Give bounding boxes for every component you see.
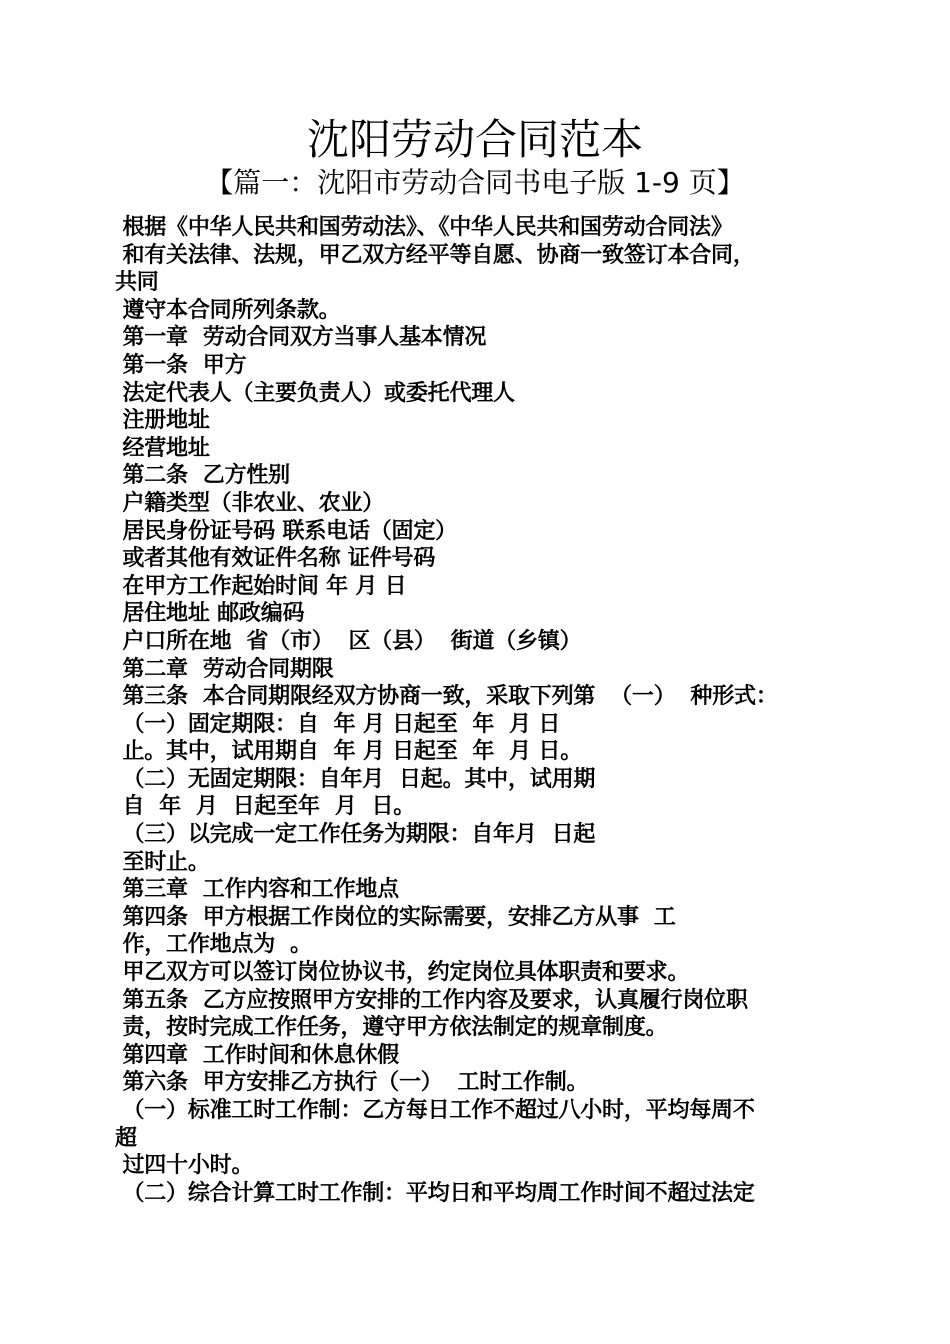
contract-body bbox=[115, 214, 835, 1207]
text-line: 过四十小时。 bbox=[115, 1153, 254, 1179]
document-subtitle: 【篇一：沈阳市劳动合同书电子版 1-9 页】 bbox=[205, 166, 745, 199]
text-line: 第四条 甲方根据工作岗位的实际需要，安排乙方从事 工 bbox=[115, 904, 676, 930]
text-line: 止。其中，试用期自 年 月 日起至 年 月 日。 bbox=[115, 739, 582, 765]
text-line: 经营地址 bbox=[115, 435, 210, 461]
text-line: （一）标准工时工作制：乙方每日工作不超过八小时，平均每周不 bbox=[115, 1098, 755, 1123]
text-line: 作，工作地点为 。 bbox=[115, 932, 312, 958]
text-line: 第三章 工作内容和工作地点 bbox=[115, 877, 399, 903]
text-line: 共同 bbox=[115, 270, 159, 296]
text-line: 第六条 甲方安排乙方执行（一） 工时工作制。 bbox=[115, 1070, 589, 1096]
text-line: 注册地址 bbox=[115, 408, 210, 434]
text-line: 超 bbox=[115, 1125, 137, 1151]
text-line: 第一条 甲方 bbox=[115, 352, 247, 378]
text-line: 至时止。 bbox=[115, 849, 210, 875]
text-line: 第二章 劳动合同期限 bbox=[115, 656, 334, 682]
text-line: 第五条 乙方应按照甲方安排的工作内容及要求，认真履行岗位职 bbox=[115, 987, 748, 1013]
text-line: 责，按时完成工作任务，遵守甲方依法制定的规章制度。 bbox=[115, 1015, 668, 1041]
text-line: 户籍类型（非农业、农业） bbox=[115, 490, 385, 516]
text-line: 或者其他有效证件名称 证件号码 bbox=[115, 546, 436, 572]
text-line: 第一章 劳动合同双方当事人基本情况 bbox=[115, 325, 487, 351]
text-line: 遵守本合同所列条款。 bbox=[115, 297, 341, 323]
text-line: 和有关法律、法规，甲乙双方经平等自愿、协商一致签订本合同， bbox=[115, 242, 755, 268]
text-line: 在甲方工作起始时间 年 月 日 bbox=[115, 573, 407, 599]
text-line: （二）综合计算工时工作制：平均日和平均周工作时间不超过法定 bbox=[115, 1180, 755, 1206]
text-line: 第二条 乙方性别 bbox=[115, 463, 290, 489]
text-line: 居住地址 邮政编码 bbox=[115, 601, 305, 627]
document-title: 沈阳劳动合同范本 bbox=[306, 115, 643, 164]
text-line: 根据《中华人民共和国劳动法》、《中华人民共和国劳动合同法》 bbox=[115, 215, 733, 240]
text-line: 法定代表人（主要负责人）或委托代理人 bbox=[115, 380, 515, 406]
text-line: 第四章 工作时间和休息休假 bbox=[115, 1042, 399, 1068]
text-line: 甲乙双方可以签订岗位协议书，约定岗位具体职责和要求。 bbox=[115, 960, 690, 986]
text-line: 居民身份证号码 联系电话（固定） bbox=[115, 518, 457, 544]
text-line: （三）以完成一定工作任务为期限：自年月 日起 bbox=[115, 822, 596, 848]
text-line: 户口所在地 省（市） 区（县） 街道（乡镇） bbox=[115, 628, 582, 654]
text-line: 自 年 月 日起至年 月 日。 bbox=[115, 794, 416, 820]
text-line: 第三条 本合同期限经双方协商一致，采取下列第 （一） 种形式： bbox=[115, 684, 778, 710]
text-line: （一）固定期限：自 年 月 日起至 年 月 日 bbox=[115, 711, 561, 737]
text-line: （二）无固定期限：自年月 日起。其中，试用期 bbox=[115, 766, 596, 792]
